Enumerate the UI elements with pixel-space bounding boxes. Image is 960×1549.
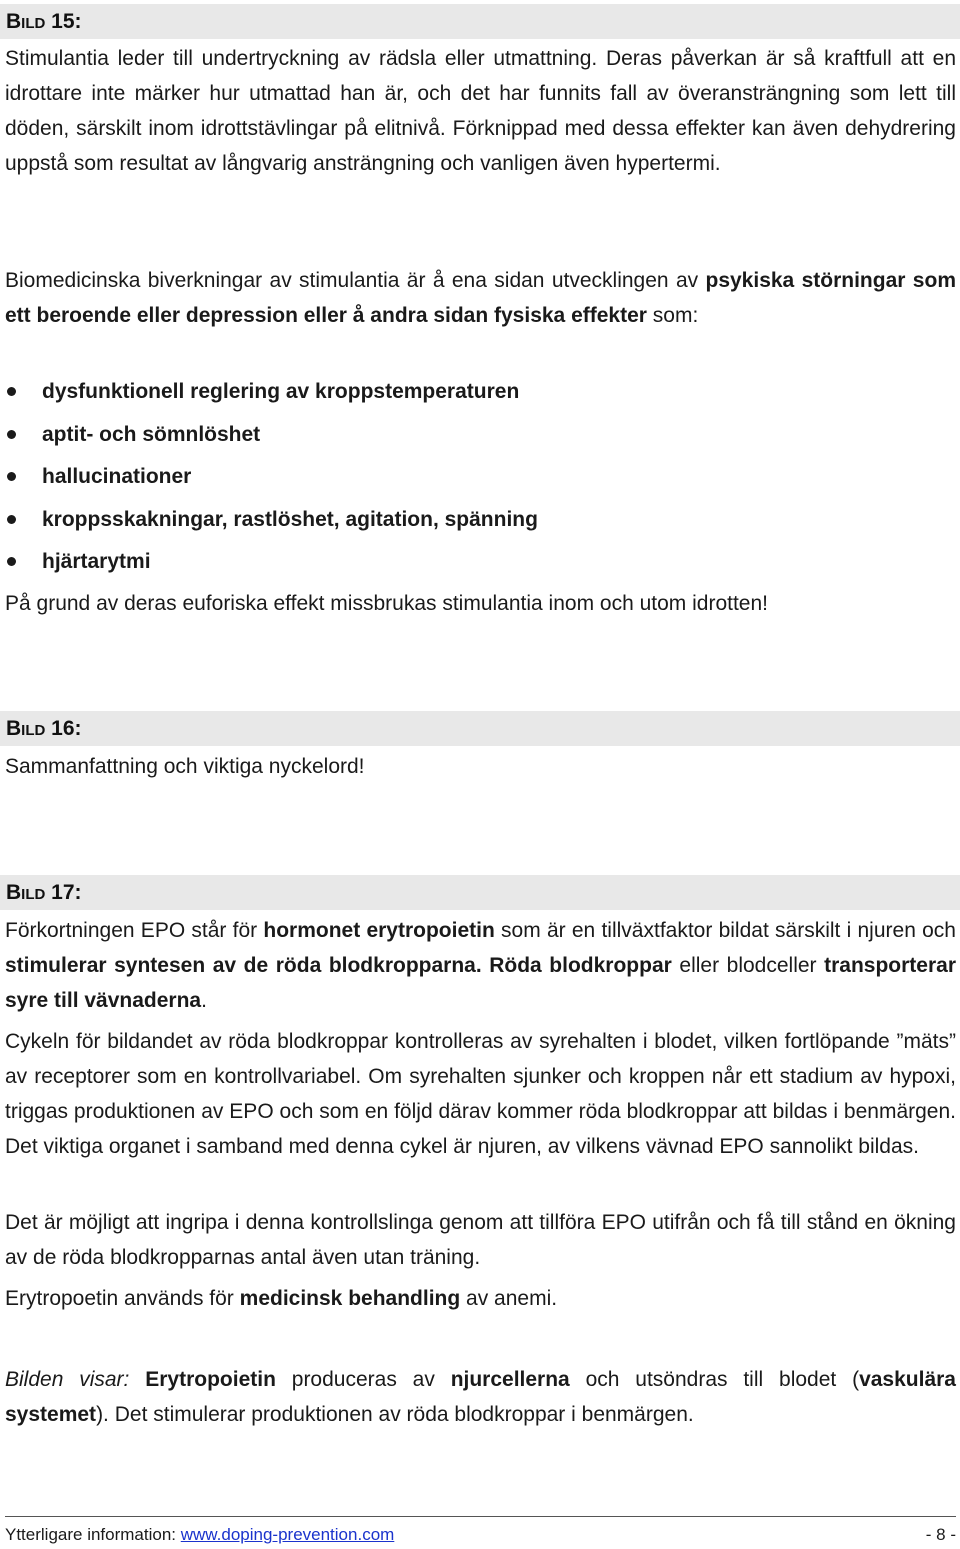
heading-number: 15: bbox=[45, 10, 82, 33]
list-item-text: dysfunktionell reglering av kroppstemperaturen bbox=[42, 380, 520, 403]
text-run: som är en tillväxtfaktor bildat särskilt i njuren och bbox=[494, 919, 956, 942]
bold-keyword: medicinsk behandling bbox=[239, 1287, 461, 1310]
side-effects-list bbox=[5, 374, 956, 587]
paragraph-image-caption bbox=[5, 1362, 956, 1432]
list-item bbox=[5, 417, 956, 460]
heading-prefix: B bbox=[6, 10, 22, 33]
paragraph-biomedical-effects bbox=[5, 263, 956, 333]
italic-label: Bilden visar: bbox=[5, 1368, 130, 1391]
paragraph-epo-definition bbox=[5, 913, 956, 1018]
list-item bbox=[5, 544, 956, 587]
list-item-text: hjärtarytmi bbox=[42, 550, 151, 573]
section-heading-bild-16 bbox=[0, 711, 960, 746]
paragraph-medical-use bbox=[5, 1281, 956, 1316]
bullet-icon bbox=[7, 430, 16, 439]
text-run: av anemi. bbox=[460, 1287, 558, 1310]
bold-keyword: psykiska störningar som ett beroende eller depression eller å andra sidan fysiska effekter bbox=[5, 269, 956, 327]
text-run: produceras av bbox=[275, 1368, 451, 1391]
list-item bbox=[5, 502, 956, 545]
list-item bbox=[5, 459, 956, 502]
paragraph-stimulantia-intro: Stimulantia leder till undertryckning av rädsla eller utmattning. Deras påverkan är så kraftfull att en idrottare inte märker hur utmattad han är, och det har funnits fall av överansträngning som lett till döden, särskilt inom idrottstävlingar på elitnivå. Förknippad med dessa effekter kan även dehydrering uppstå som resultat av långvarig ansträngning och vanligen även hypertermi. bbox=[5, 47, 956, 175]
footer-website-link[interactable]: www.doping-prevention.com bbox=[180, 1525, 395, 1544]
bold-keyword: njurcellerna bbox=[450, 1368, 570, 1391]
text-run: och utsöndras till blodet ( bbox=[569, 1368, 860, 1391]
text-run: ). Det stimulerar produktionen av röda blodkroppar i benmärgen. bbox=[96, 1403, 694, 1426]
heading-smallcaps: ILD bbox=[21, 15, 46, 32]
list-item-text: kroppsskakningar, rastlöshet, agitation, spänning bbox=[42, 507, 538, 531]
paragraph-summary: Sammanfattning och viktiga nyckelord! bbox=[5, 755, 365, 778]
heading-prefix: B bbox=[6, 881, 22, 904]
text-run: Erytropoetin används för bbox=[5, 1287, 240, 1310]
bold-keyword: stimulerar syntesen av de röda blodkropparna. Röda blodkroppar bbox=[5, 954, 672, 977]
list-item bbox=[5, 374, 956, 417]
paragraph-euphoric-effect: På grund av deras euforiska effekt missbrukas stimulantia inom och utom idrotten! bbox=[5, 592, 768, 615]
section-heading-bild-15 bbox=[0, 4, 960, 39]
bullet-icon bbox=[7, 515, 16, 524]
bold-keyword: Erytropoietin bbox=[145, 1368, 276, 1391]
bullet-icon bbox=[7, 557, 16, 566]
list-item-text: hallucinationer bbox=[42, 465, 192, 488]
bullet-icon bbox=[7, 472, 16, 481]
heading-smallcaps: ILD bbox=[21, 886, 46, 903]
heading-prefix: B bbox=[6, 717, 22, 740]
heading-number: 17: bbox=[45, 881, 82, 904]
heading-number: 16: bbox=[45, 717, 82, 740]
footer-divider bbox=[5, 1516, 956, 1517]
page-footer bbox=[5, 1523, 956, 1547]
text-run: som: bbox=[646, 304, 699, 327]
paragraph-red-cell-cycle: Cykeln för bildandet av röda blodkroppar kontrolleras av syrehalten i blodet, vilken fortlöpande ”mäts” av receptorer som en kontrollvariabel. Om syrehalten sjunker och kroppen når ett stadium av hypoxi, triggas produktionen av EPO och som en följd därav kommer röda blodkroppar att bildas i benmärgen. Det viktiga organet i samband med denna cykel är njuren, av vilkens vävnad EPO sannolikt bildas. bbox=[5, 1030, 956, 1158]
text-run: . bbox=[201, 989, 207, 1012]
bold-keyword: vaskulära systemet bbox=[5, 1368, 956, 1426]
section-heading-bild-17 bbox=[0, 875, 960, 910]
heading-smallcaps: ILD bbox=[21, 722, 46, 739]
text-run: Biomedicinska biverkningar av stimulantia är å ena sidan utvecklingen av bbox=[5, 269, 706, 292]
bullet-icon bbox=[7, 387, 16, 396]
page-number: - 8 - bbox=[925, 1525, 956, 1544]
bold-keyword: hormonet erytropoietin bbox=[263, 919, 495, 942]
text-run: eller blodceller bbox=[671, 954, 825, 977]
bold-keyword: transporterar syre till vävnaderna bbox=[5, 954, 957, 1012]
text-run: Förkortningen EPO står för bbox=[5, 919, 264, 942]
list-item-text: aptit- och sömnlöshet bbox=[42, 422, 261, 446]
text-run bbox=[129, 1368, 145, 1391]
paragraph-control-loop: Det är möjligt att ingripa i denna kontrollslinga genom att tillföra EPO utifrån och få till stånd en ökning av de röda blodkropparnas antal även utan träning. bbox=[5, 1211, 956, 1269]
footer-label: Ytterligare information: bbox=[5, 1525, 181, 1544]
